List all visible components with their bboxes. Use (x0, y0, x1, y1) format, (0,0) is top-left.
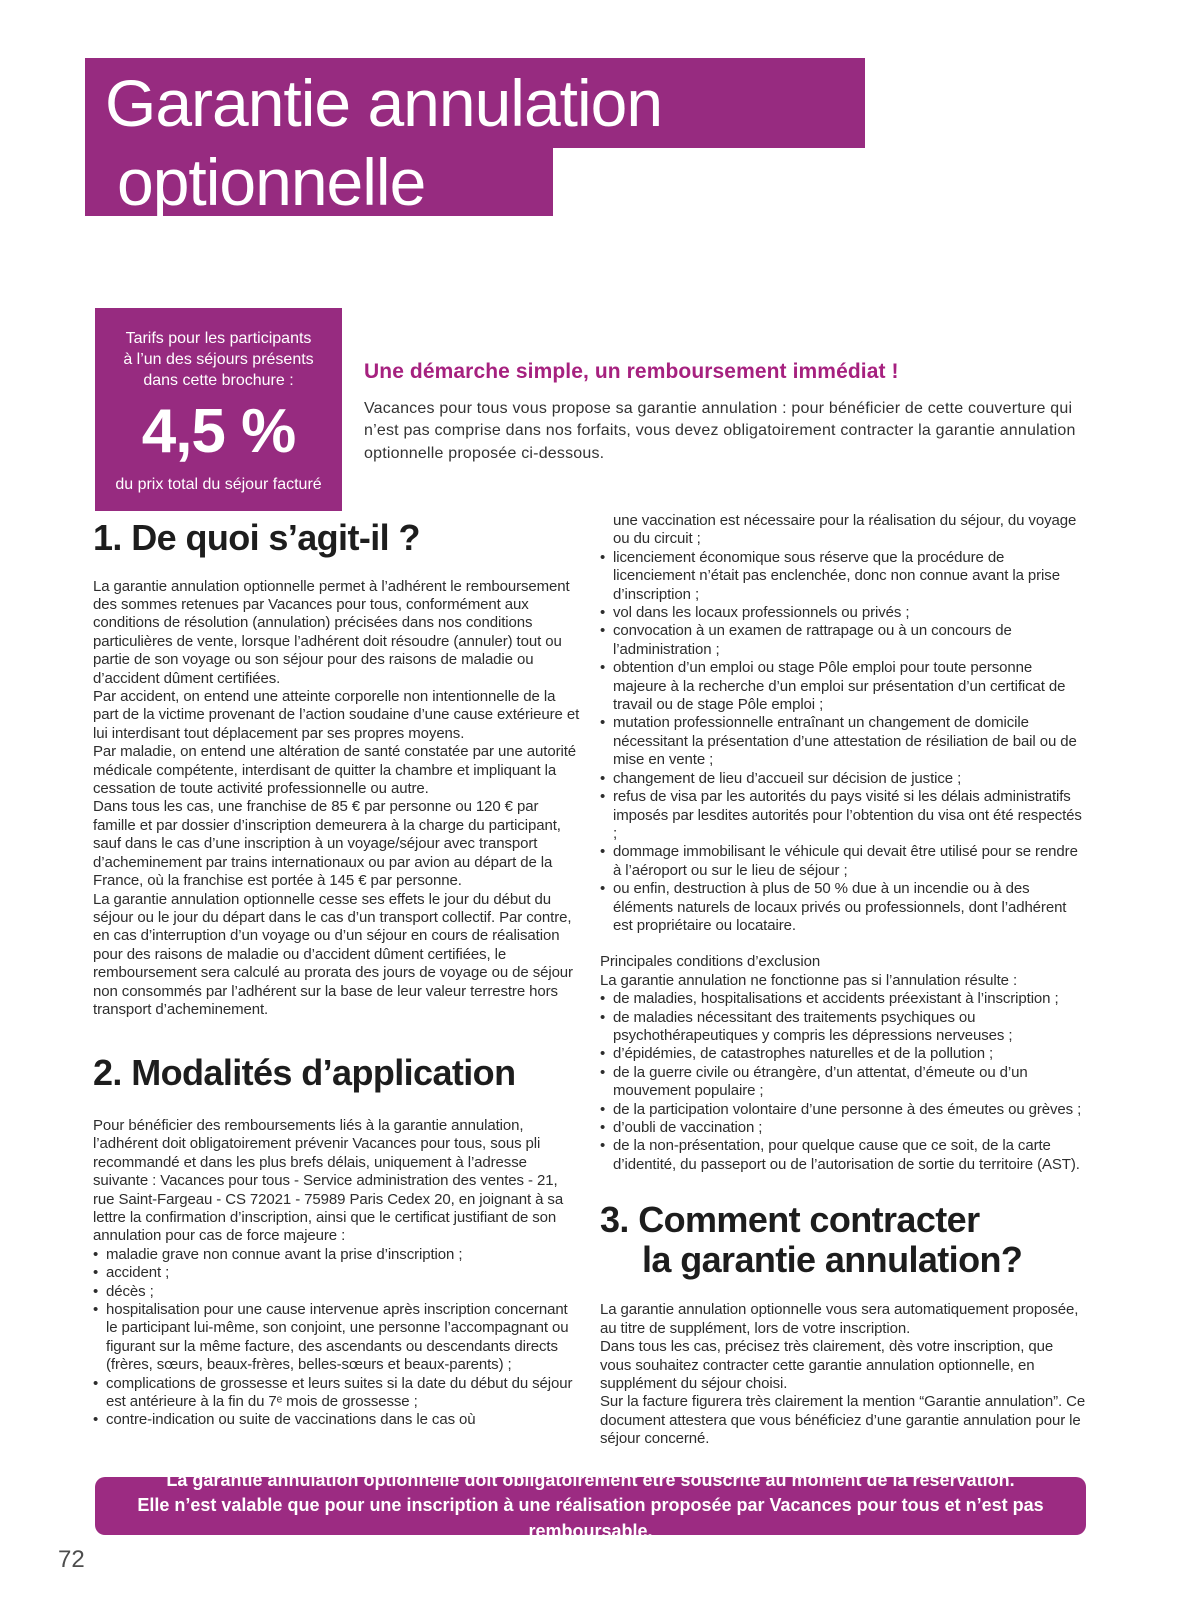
section-1-paragraph: Par maladie, on entend une altération de santé constatée par une autorité médicale compétente, interdisant de quitter la chambre et impliquant la cessation de toute activité professionnelle ou autre. (93, 743, 577, 798)
list-item: • ou enfin, destruction à plus de 50 % due à un incendie ou à des éléments naturels de locaux privés ou professionnels, dont l’adhérent est propriétaire ou locataire. (600, 880, 1086, 935)
section-1-heading: 1. De quoi s’agit-il ? (93, 517, 420, 558)
exclusions-intro: La garantie annulation ne fonctionne pas si l’annulation résulte : (600, 971, 1018, 989)
section-3-heading-line-2: la garantie annulation? (642, 1238, 1023, 1280)
section-1-paragraph: La garantie annulation optionnelle permet à l’adhérent le remboursement des sommes retenues par Vacances pour tous, conformément aux conditions de résolution (annulation) précisées dans nos conditions particulières de vente, lorsque l’adhérent doit résoudre (annuler) tout ou partie de son voyage ou son séjour pour des raisons de maladie ou d’accident dûment certifiées. (93, 577, 570, 687)
section-3-heading (600, 1200, 1086, 1279)
section-1-paragraph: Par accident, on entend une atteinte corporelle non intentionnelle de la part de la victime provenant de l’action soudaine d’une cause extérieure et lui interdisant tout déplacement par ses propres moyens. (93, 688, 580, 742)
list-item: • contre-indication ou suite de vaccinations dans le cas où (93, 1411, 582, 1429)
tariff-rate: 4,5 % (141, 397, 296, 467)
list-item: • convocation à un examen de rattrapage ou à un concours de l’administration ; (600, 622, 1086, 659)
tariff-box (95, 308, 342, 511)
tariff-intro-line-2: à l’un des séjours présents (123, 351, 314, 369)
list-item: • dommage immobilisant le véhicule qui devait être utilisé pour se rendre à l’aéroport ou sur le lieu de séjour ; (600, 843, 1086, 880)
list-item: • vol dans les locaux professionnels ou privés ; (600, 604, 1086, 622)
list-item: • licenciement économique sous réserve que la procédure de licenciement n’était pas enclenchée, donc non connue avant la prise d’inscription ; (600, 549, 1086, 604)
list-item: • d’oubli de vaccination ; (600, 1119, 1086, 1137)
page-title-band-1 (85, 58, 865, 148)
right-column (600, 512, 1086, 1449)
section-3-paragraph: Dans tous les cas, précisez très clairement, dès votre inscription, que vous souhaitez contracter cette garantie annulation optionnelle, en supplément du séjour choisi. (600, 1338, 1054, 1393)
list-item: • de maladies, hospitalisations et accidents préexistant à l’inscription ; (600, 990, 1086, 1008)
list-item: • obtention d’un emploi ou stage Pôle emploi pour toute personne majeure à la recherche d’un emploi sur présentation d’un certificat de travail ou de stage Pôle emploi ; (600, 659, 1086, 714)
list-item: • hospitalisation pour une cause intervenue après inscription concernant le participant lui-même, son conjoint, une personne l’accompagnant ou figurant sur la même facture, des ascendants ou descendants directs (frères, sœurs, beaux-frères, belles-sœurs et beaux-parents) ; (93, 1301, 582, 1375)
page-title-line-2: optionnelle (117, 145, 426, 219)
left-column (93, 518, 582, 1430)
exclusions-title: Principales conditions d’exclusion (600, 953, 821, 971)
list-item: • décès ; (93, 1283, 582, 1301)
tariff-intro-line-1: Tarifs pour les participants (125, 330, 312, 347)
footer-line-2: Elle n’est valable que pour une inscription à une réalisation proposée par Vacances pour tous et n’est pas remboursable. (137, 1495, 1044, 1541)
list-item: • changement de lieu d’accueil sur décision de justice ; (600, 770, 1086, 788)
section-1-paragraph: Dans tous les cas, une franchise de 85 € par personne ou 120 € par famille et par dossier d’inscription demeurera à la charge du participant, sauf dans le cas d’une inscription à un voyage/séjour avec transport d’acheminement par trains internationaux ou par avion au départ de la France, où la franchise est portée à 145 € par personne. (93, 798, 561, 890)
list-item: • de maladies nécessitant des traitements psychiques ou psychothérapeutiques y compris les dépressions nerveuses ; (600, 1009, 1086, 1046)
footer-banner (95, 1469, 1086, 1541)
list-item: • de la non-présentation, pour quelque cause que ce soit, de la carte d’identité, du passeport ou de l’autorisation de sortie du territoire (AST). (600, 1137, 1086, 1174)
tariff-intro-line-3: dans cette brochure : (143, 372, 294, 390)
list-item: • refus de visa par les autorités du pays visité si les délais administratifs imposés par lesdites autorités pour l’obtention du visa ont été respectés ; (600, 788, 1086, 843)
section-2-heading: 2. Modalités d’application (93, 1052, 516, 1094)
list-item: • complications de grossesse et leurs suites si la date du début du séjour est antérieure à la fin du 7ᵉ mois de grossesse ; (93, 1375, 582, 1412)
section-1-paragraph: La garantie annulation optionnelle cesse ses effets le jour du début du séjour ou le jour du départ dans le cas d’un transport collectif. Par contre, en cas d’interruption d’un voyage ou d’un séjour en cours de réalisation pour des raisons de maladie ou d’accident dûment certifiées, le remboursement sera calculé au prorata des jours de voyage ou de séjour non consommés par l’adhérent sur la base de leur valeur terrestre hors transport d’acheminement. (93, 890, 573, 1018)
list-item: • maladie grave non connue avant la prise d’inscription ; (93, 1246, 582, 1264)
intro-block (364, 360, 1080, 465)
page-number: 72 (58, 1546, 85, 1573)
section-3-paragraph: La garantie annulation optionnelle vous sera automatiquement proposée, au titre de supplément, lors de votre inscription. (600, 1301, 1079, 1337)
section-2-bullet-list-right (600, 549, 1086, 936)
list-item: • d’épidémies, de catastrophes naturelles et de la pollution ; (600, 1045, 1086, 1063)
intro-body: Vacances pour tous vous propose sa garantie annulation : pour bénéficier de cette couverture qui n’est pas comprise dans nos forfaits, vous devez obligatoirement contracter la garantie annulation optionnelle proposée ci-dessous. (364, 400, 1076, 462)
section-2-bullet-list-left (93, 1246, 582, 1430)
list-item: • accident ; (93, 1264, 582, 1282)
section-3-paragraph: Sur la facture figurera très clairement la mention “Garantie annulation”. Ce document attestera que vous bénéficiez d’une garantie annulation pour le séjour concerné. (600, 1393, 1086, 1448)
exclusions-bullet-list (600, 990, 1086, 1174)
footer-line-1: La garantie annulation optionnelle doit obligatoirement être souscrite au moment de la réservation. (166, 1469, 1015, 1490)
list-item: • de la guerre civile ou étrangère, d’un attentat, d’émeute ou d’un mouvement populaire ; (600, 1064, 1086, 1101)
list-item: • de la participation volontaire d’une personne à des émeutes ou grèves ; (600, 1101, 1086, 1119)
tariff-caption: du prix total du séjour facturé (115, 476, 322, 494)
intro-heading: Une démarche simple, un remboursement immédiat ! (364, 360, 899, 383)
page-title-band-2 (85, 145, 553, 219)
list-item: • mutation professionnelle entraînant un changement de domicile nécessitant la présentation d’une attestation de résiliation de bail ou de mise en vente ; (600, 714, 1086, 769)
page-title-line-1: Garantie annulation (105, 66, 663, 140)
bullet-continuation: une vaccination est nécessaire pour la réalisation du séjour, du voyage ou du circuit ; (613, 512, 1077, 548)
section-3-heading-line-1: 3. Comment contracter (600, 1199, 980, 1241)
section-2-intro: Pour bénéficier des remboursements liés à la garantie annulation, l’adhérent doit obligatoirement prévenir Vacances pour tous, sous pli recommandé et dans les plus brefs délais, uniquement à l’adresse suivante : Vacances pour tous - Service administration des ventes - 21, rue Saint-Fargeau - CS 72021 - 75989 Paris Cedex 20, en joignant à sa lettre la confirmation d’inscription, ainsi que le certificat justifiant de son annulation pour cas de force majeure : (93, 1116, 564, 1245)
